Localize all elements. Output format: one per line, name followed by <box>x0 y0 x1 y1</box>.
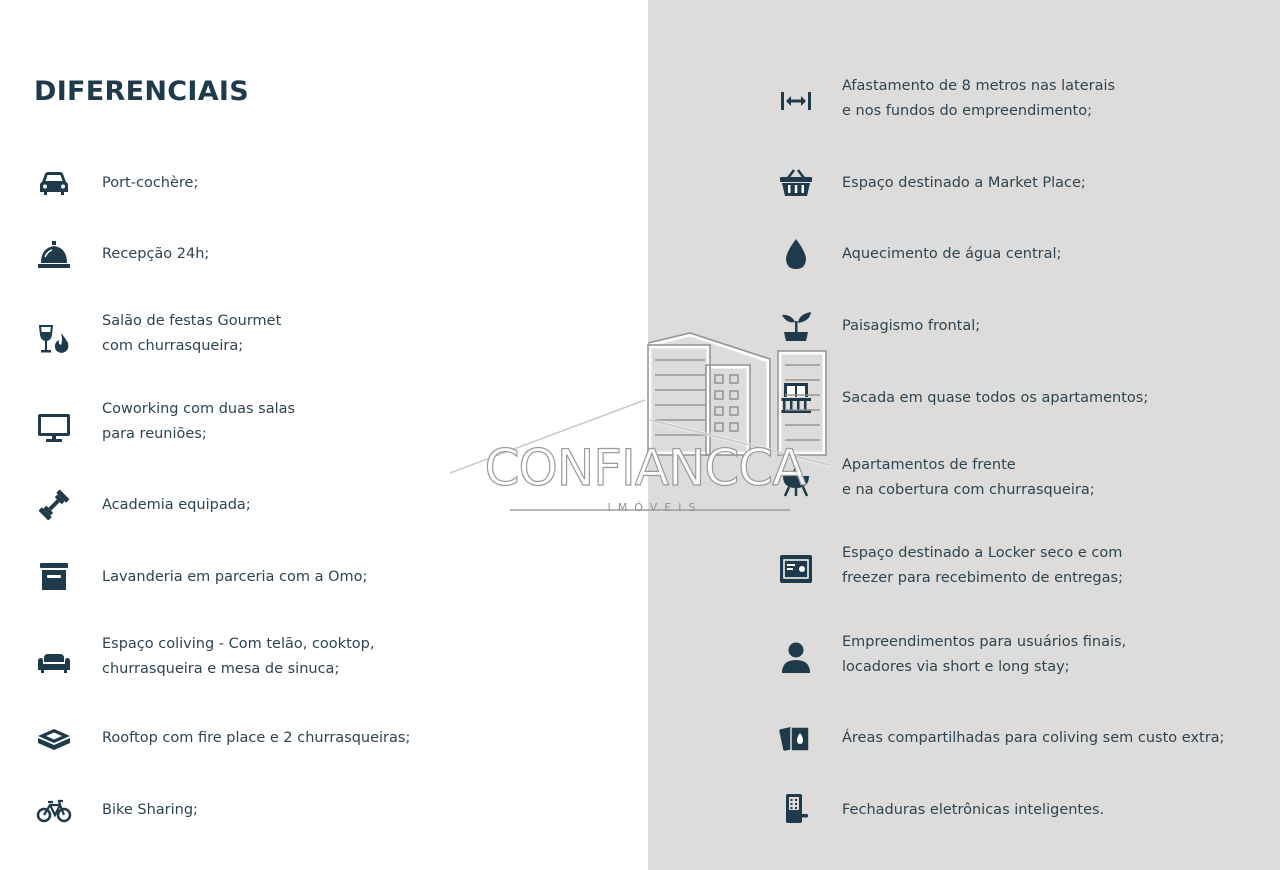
item-label: Afastamento de 8 metros nas laterais e nos fundos do empreendimento; <box>842 78 1116 119</box>
item-label: Paisagismo frontal; <box>842 317 981 334</box>
monitor-icon <box>34 407 74 447</box>
item-label: Empreendimentos para usuários finais, locadores via short e long stay; <box>842 634 1127 675</box>
shared-areas-icon <box>776 718 816 758</box>
watermark-subtitle: IMÓVEIS <box>607 501 703 514</box>
list-item <box>39 163 599 203</box>
list-item <box>780 378 1260 418</box>
item-label: Bike Sharing; <box>102 801 198 818</box>
list-item <box>39 234 599 274</box>
item-label: Sacada em quase todos os apartamentos; <box>842 389 1149 406</box>
user-icon <box>776 638 816 678</box>
page-title: DIFERENCIAIS <box>34 76 250 107</box>
list-item <box>780 234 1260 274</box>
list-item <box>39 403 599 453</box>
item-label: Coworking com duas salas para reuniões; <box>102 401 296 442</box>
locker-icon <box>776 549 816 589</box>
wine-fire-icon <box>34 319 74 359</box>
item-label: Salão de festas Gourmet com churrasqueira; <box>102 313 282 354</box>
item-label: Fechaduras eletrônicas inteligentes. <box>842 801 1105 818</box>
list-item <box>39 485 599 525</box>
item-label: Áreas compartilhadas para coliving sem custo extra; <box>842 729 1225 746</box>
list-item <box>39 718 599 758</box>
item-label: Academia equipada; <box>102 496 251 513</box>
list-item <box>780 546 1260 596</box>
list-item <box>780 163 1260 203</box>
list-item <box>39 314 599 364</box>
bicycle-icon <box>34 790 74 830</box>
list-item <box>39 637 599 687</box>
item-label: Espaço destinado a Market Place; <box>842 174 1086 191</box>
dumbbell-icon <box>34 485 74 525</box>
item-label: Lavanderia em parceria com a Omo; <box>102 568 368 585</box>
item-label: Espaço coliving - Com telão, cooktop, churrasqueira e mesa de sinuca; <box>102 636 375 677</box>
list-item <box>780 718 1260 758</box>
item-label: Apartamentos de frente e na cobertura com churrasqueira; <box>842 457 1095 498</box>
rooftop-icon <box>34 718 74 758</box>
list-item <box>39 790 599 830</box>
plant-icon <box>776 306 816 346</box>
balcony-icon <box>776 378 816 418</box>
item-label: Espaço destinado a Locker seco e com freezer para recebimento de entregas; <box>842 545 1123 586</box>
basket-icon <box>776 163 816 203</box>
sofa-icon <box>34 642 74 682</box>
laundry-icon <box>34 557 74 597</box>
item-label: Rooftop com fire place e 2 churrasqueiras; <box>102 729 411 746</box>
bbq-icon <box>776 461 816 501</box>
list-item <box>780 635 1260 685</box>
item-label: Recepção 24h; <box>102 245 210 262</box>
car-icon <box>34 163 74 203</box>
item-label: Aquecimento de água central; <box>842 245 1062 262</box>
list-item <box>780 80 1260 130</box>
list-item <box>780 458 1260 508</box>
smart-lock-icon <box>776 790 816 830</box>
water-drop-icon <box>776 234 816 274</box>
list-item <box>780 306 1260 346</box>
list-item <box>39 557 599 597</box>
list-item <box>780 790 1260 830</box>
reception-bell-icon <box>34 234 74 274</box>
distance-arrows-icon <box>776 81 816 121</box>
right-panel <box>648 0 1280 870</box>
item-label: Port-cochère; <box>102 174 199 191</box>
watermark-brand: CONFIANCCA <box>484 439 806 497</box>
